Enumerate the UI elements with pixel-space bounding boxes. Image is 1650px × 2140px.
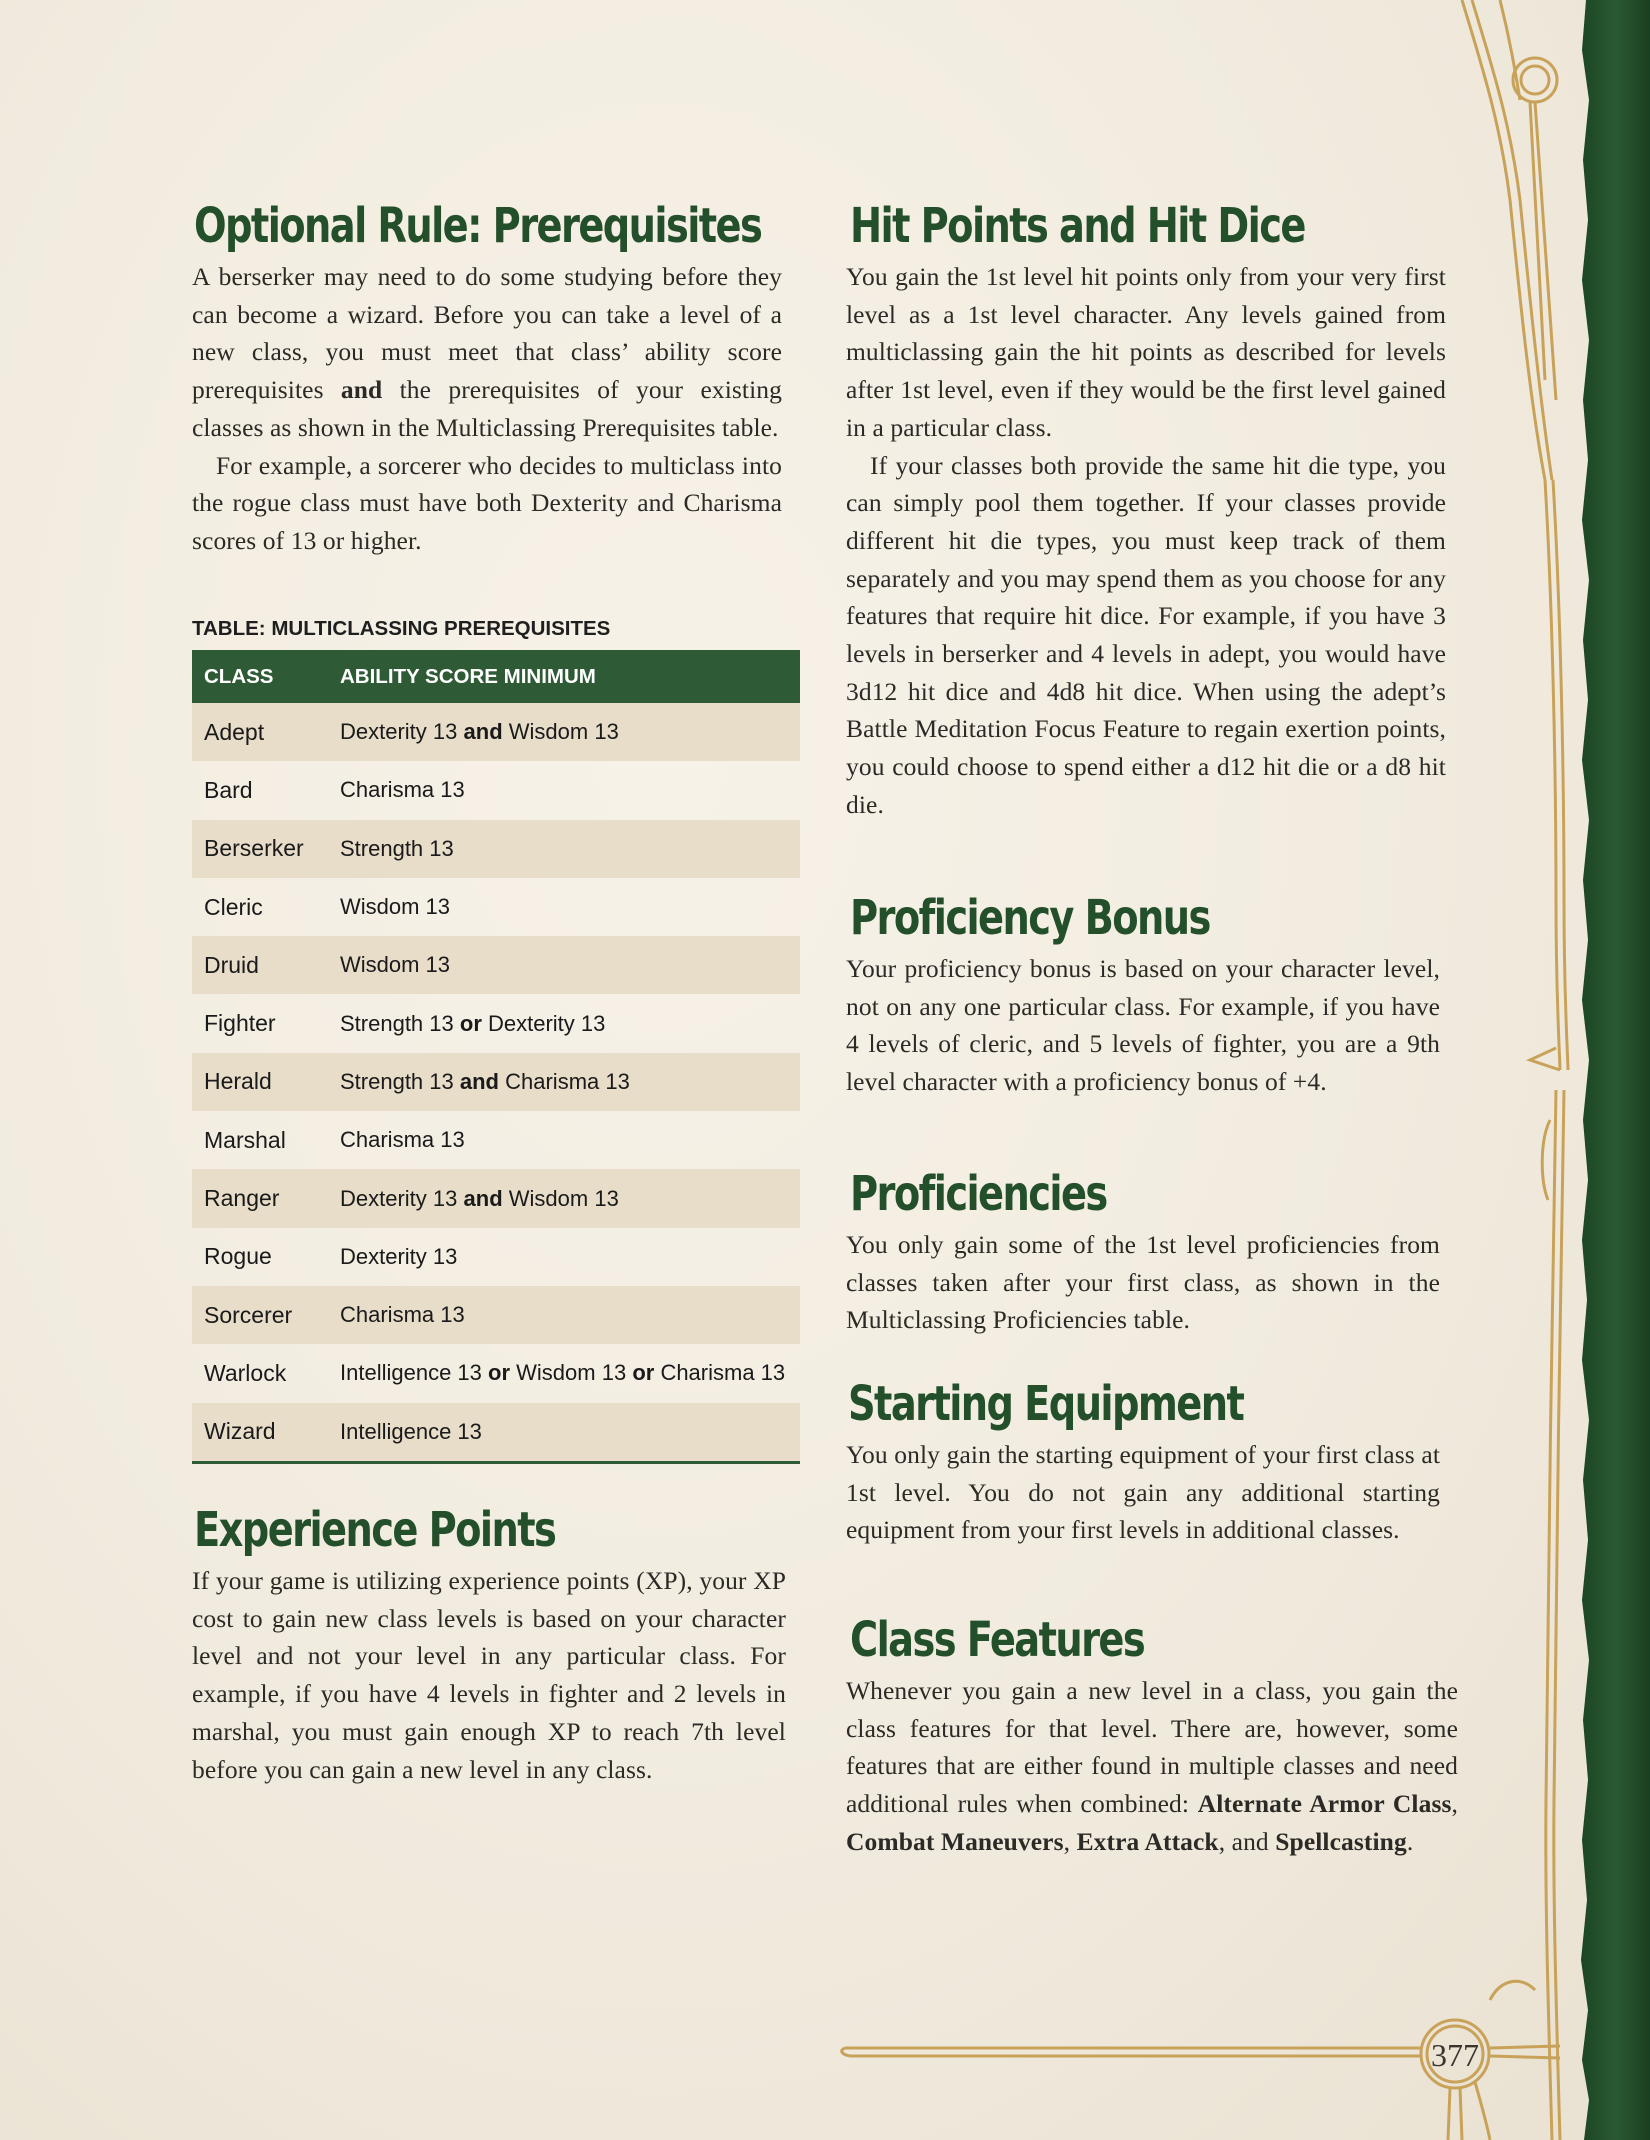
hit-points-paragraph-1: You gain the 1st level hit points only from your very first level as a 1st level character. Any levels gained from multiclassing gain the hit points as described for levels after 1st level, even if they would be the first level gained in a particular class. [846, 262, 1446, 442]
book-spine [1570, 0, 1650, 2140]
ability-cell: Charisma 13 [328, 1286, 800, 1344]
page-number: 377 [1431, 2037, 1479, 2073]
heading-proficiency-bonus: Proficiency Bonus [850, 890, 1210, 946]
class-features-paragraph: Whenever you gain a new level in a class, you gain the class features for that level. There are, however, some features that are either found in multiple classes and need additional rules when combined: Alternate Armor Class, Combat Maneuvers, Extra Attack, and Spellcasting. [846, 1676, 1458, 1856]
multiclassing-prerequisites-table [192, 650, 800, 1464]
table-row [192, 1053, 800, 1111]
class-cell: Ranger [192, 1169, 328, 1227]
class-cell: Marshal [204, 1126, 286, 1153]
heading-hit-points: Hit Points and Hit Dice [850, 198, 1305, 254]
table-row [192, 994, 800, 1052]
table-row [192, 820, 800, 878]
class-cell: Bard [204, 776, 253, 803]
hit-points-paragraph-2: If your classes both provide the same hit die type, you can simply pool them together. If your classes provide different hit die types, you must keep track of them separately and you may spend them as you choose for any features that require hit dice. For example, if you have 3 levels in berserker and 4 levels in adept, you would have 3d12 hit dice and 4d8 hit dice. When using the adept’s Battle Meditation Focus Feature to regain exertion points, you could choose to spend either a d12 hit die or a d8 hit die. [846, 450, 1446, 819]
class-cell: Wizard [192, 1403, 328, 1463]
ability-cell: Wisdom 13 [340, 894, 451, 920]
heading-starting-equipment: Starting Equipment [848, 1376, 1244, 1432]
class-cell: Herald [192, 1053, 328, 1111]
class-cell: Berserker [192, 820, 328, 878]
ability-cell: Charisma 13 [340, 1127, 465, 1153]
prerequisites-paragraph-1: A berserker may need to do some studying before they can become a wizard. Before you can take a level of a new class, you must meet that class’ ability score prerequisites and the prerequisites of your existing classes as shown in the Multiclassing Prerequisites table. [192, 262, 782, 442]
proficiency-bonus-paragraph: Your proficiency bonus is based on your character level, not on any one particular class. For example, if you have 4 levels of cleric, and 5 levels of fighter, you are a 9th level character with a proficiency bonus of +4. [846, 954, 1440, 1097]
prerequisites-paragraph-2: For example, a sorcerer who decides to multiclass into the rogue class must have both Dexterity and Charisma scores of 13 or higher. [192, 450, 782, 555]
ability-cell: Intelligence 13 [328, 1403, 800, 1463]
heading-class-features: Class Features [850, 1612, 1145, 1668]
table-header-row [192, 650, 800, 703]
table-row [192, 1286, 800, 1344]
class-cell: Druid [192, 936, 328, 994]
heading-experience-points: Experience Points [194, 1502, 556, 1558]
class-cell: Sorcerer [192, 1286, 328, 1344]
starting-equipment-paragraph: You only gain the starting equipment of your first class at 1st level. You do not gain any additional starting equipment from your first levels in additional classes. [846, 1440, 1440, 1545]
class-cell: Rogue [204, 1243, 272, 1270]
table-row [192, 703, 800, 761]
ability-cell: Intelligence 13 or Wisdom 13 or Charisma 13 [340, 1360, 786, 1386]
proficiencies-paragraph: You only gain some of the 1st level proficiencies from classes taken after your first class, as shown in the Multiclassing Proficiencies table. [846, 1230, 1440, 1335]
table-row [192, 1111, 800, 1169]
ability-cell: Dexterity 13 [340, 1243, 458, 1269]
class-cell: Fighter [204, 1010, 276, 1037]
table-row [192, 1228, 800, 1286]
ability-cell: Strength 13 or Dexterity 13 [340, 1010, 606, 1036]
table-row [192, 761, 800, 819]
ability-cell: Dexterity 13 and Wisdom 13 [328, 1169, 800, 1227]
class-cell: Cleric [204, 893, 263, 920]
ability-cell: Dexterity 13 and Wisdom 13 [328, 703, 800, 761]
ability-cell: Strength 13 [328, 820, 800, 878]
ability-cell: Wisdom 13 [328, 936, 800, 994]
table-row [192, 1403, 800, 1463]
heading-proficiencies: Proficiencies [850, 1166, 1107, 1222]
class-cell: Warlock [204, 1359, 287, 1386]
table-row [192, 1344, 800, 1402]
ability-cell: Charisma 13 [340, 777, 465, 803]
experience-paragraph: If your game is utilizing experience points (XP), your XP cost to gain new class levels is based on your character level and not your level in any particular class. For example, if you have 4 levels in fighter and 2 levels in marshal, you must gain enough XP to reach 7th level before you can gain a new level in any class. [192, 1566, 786, 1784]
table-title: TABLE: MULTICLASSING PREREQUISITES [192, 617, 611, 640]
column-header-class: CLASS [192, 650, 328, 703]
table-row [192, 1169, 800, 1227]
class-cell: Adept [192, 703, 328, 761]
table-row [192, 936, 800, 994]
heading-prerequisites: Optional Rule: Prerequisites [194, 198, 762, 254]
column-header-ability: ABILITY SCORE MINIMUM [328, 650, 800, 703]
ability-cell: Strength 13 and Charisma 13 [328, 1053, 800, 1111]
table-row [192, 878, 800, 936]
